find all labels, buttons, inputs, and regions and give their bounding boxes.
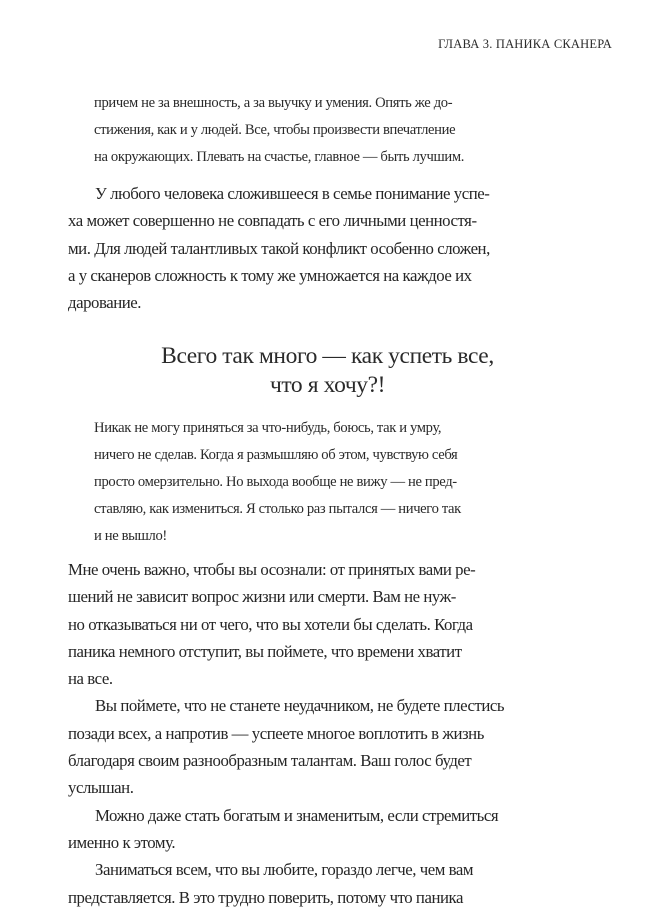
- body-line: Заниматься всем, что вы любите, гораздо легче, чем вам: [95, 860, 474, 880]
- body-line: а у сканеров сложность к тому же умножается на каждое их: [68, 265, 472, 285]
- body-line: дарование.: [68, 293, 142, 313]
- quote-line: ничего не сделав. Когда я размышляю об этом, чувствую себя: [94, 447, 458, 463]
- running-header: ГЛАВА 3. ПАНИКА СКАНЕРА: [438, 37, 612, 51]
- quote-block-bottom: [94, 415, 574, 550]
- subheading-line: что я хочу?!: [269, 372, 386, 398]
- quote-block-top: [94, 90, 574, 171]
- body-line: Мне очень важно, чтобы вы осознали: от принятых вами ре-: [68, 560, 476, 579]
- body-line: на все.: [68, 669, 113, 689]
- body-line: ми. Для людей талантливых такой конфликт особенно сложен,: [68, 238, 490, 258]
- quote-line: и не вышло!: [94, 528, 167, 544]
- body-line: но отказываться ни от чего, что вы хотели бы сделать. Когда: [68, 614, 473, 634]
- quote-line: стижения, как и у людей. Все, чтобы произвести впечатление: [94, 122, 456, 138]
- body-line: паника немного отступит, вы поймете, что времени хватит: [68, 641, 462, 661]
- body-line: благодаря своим разнообразным талантам. Ваш голос будет: [68, 751, 472, 771]
- body-line: именно к этому.: [68, 832, 176, 852]
- body-line: ха может совершенно не совпадать с его личными ценностя-: [68, 211, 477, 231]
- body-line: позади всех, а напротив — успеете многое воплотить в жизнь: [68, 723, 484, 743]
- body-line: Можно даже стать богатым и знаменитым, если стремиться: [95, 805, 499, 825]
- body-line: У любого человека сложившееся в семье понимание успе-: [95, 184, 490, 203]
- body-line: Вы поймете, что не станете неудачником, не будете плестись: [95, 696, 505, 716]
- body-line: шений не зависит вопрос жизни или смерти. Вам не нуж-: [68, 587, 456, 607]
- body-text-block: [68, 556, 598, 911]
- quote-line: просто омерзительно. Но выхода вообще не вижу — не пред-: [94, 474, 457, 490]
- body-line: представляется. В это трудно поверить, потому что паника: [68, 887, 463, 907]
- paragraph-1: [68, 180, 598, 316]
- quote-line: на окружающих. Плевать на счастье, главное — быть лучшим.: [94, 149, 464, 165]
- quote-line: причем не за внешность, а за выучку и умения. Опять же до-: [94, 95, 453, 111]
- body-line: услышан.: [68, 778, 134, 798]
- subheading-line: Всего так много — как успеть все,: [161, 343, 494, 369]
- quote-line: Никак не могу приняться за что-нибудь, боюсь, так и умру,: [94, 420, 442, 436]
- section-subheading: [0, 342, 655, 400]
- quote-line: ставляю, как измениться. Я столько раз пытался — ничего так: [94, 501, 461, 517]
